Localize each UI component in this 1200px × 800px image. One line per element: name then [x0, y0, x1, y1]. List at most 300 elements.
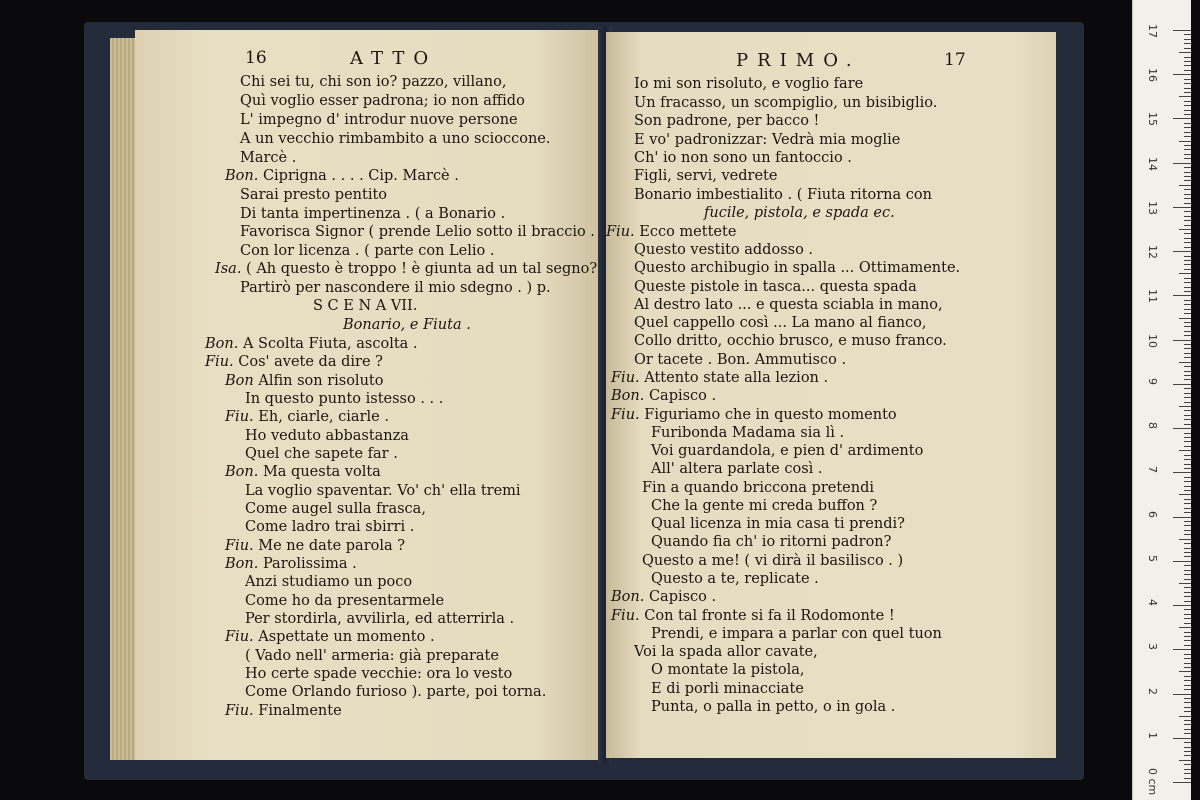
- text-line: [651, 570, 819, 588]
- ruler-tick: [1184, 711, 1191, 712]
- text-line: [245, 647, 499, 665]
- ruler-tick: [1184, 729, 1191, 730]
- text-line: [225, 537, 405, 555]
- ruler-tick: [1184, 486, 1191, 487]
- line-text: Con lor licenza . ( parte con Lelio .: [240, 243, 495, 259]
- speaker-label: Fiu.: [225, 409, 254, 425]
- text-line: [225, 463, 381, 481]
- text-line: [611, 387, 716, 405]
- ruler-tick: [1184, 521, 1191, 522]
- ruler-tick: [1184, 548, 1191, 549]
- line-text: Collo dritto, occhio brusco, e muso franco.: [634, 333, 947, 349]
- ruler-tick: [1184, 48, 1191, 49]
- ruler-tick: [1184, 198, 1191, 199]
- ruler-tick: [1184, 313, 1191, 314]
- speaker-label: Isa.: [215, 261, 242, 277]
- text-line: [651, 698, 895, 716]
- ruler-tick: [1184, 512, 1191, 513]
- ruler-tick: [1184, 123, 1191, 124]
- right-page: [606, 32, 1056, 758]
- line-text: Come Orlando furioso ). parte, poi torna.: [245, 684, 547, 700]
- ruler-tick: [1184, 304, 1191, 305]
- ruler-tick: [1184, 764, 1191, 765]
- ruler-tick: [1184, 238, 1191, 239]
- line-text: Sarai presto pentito: [240, 187, 388, 203]
- text-line: [205, 353, 383, 371]
- ruler-tick: [1184, 437, 1191, 438]
- ruler-tick: [1184, 773, 1191, 774]
- ruler-tick: [1184, 242, 1191, 243]
- ruler-tick: [1184, 287, 1191, 288]
- line-text: Come ho da presentarmele: [245, 593, 445, 609]
- line-text: Queste pistole in tasca... questa spada: [634, 279, 917, 295]
- ruler-tick: [1184, 158, 1191, 159]
- page-number: 17: [944, 50, 966, 70]
- line-text: Aspettate un momento .: [258, 629, 435, 645]
- ruler-tick: [1173, 517, 1191, 518]
- ruler-tick: [1184, 180, 1191, 181]
- line-text: Capisco .: [648, 388, 717, 404]
- speaker-label: Fiu.: [225, 703, 254, 719]
- text-line: [225, 555, 357, 573]
- ruler-tick: [1184, 353, 1191, 354]
- ruler-label: 3: [1146, 643, 1159, 651]
- ruler-tick: [1184, 755, 1191, 756]
- speaker-label: Bon.: [611, 589, 645, 605]
- ruler-tick: [1184, 455, 1191, 456]
- text-line: [313, 297, 417, 315]
- line-text: Son padrone, per bacco !: [634, 113, 820, 129]
- line-text: Eh, ciarle, ciarle .: [258, 409, 389, 425]
- ruler-label: 8: [1146, 422, 1159, 430]
- ruler-tick: [1184, 114, 1191, 115]
- ruler-tick: [1184, 592, 1191, 593]
- text-line: [245, 427, 409, 445]
- ruler-tick: [1184, 282, 1191, 283]
- speaker-label: Fiu.: [611, 608, 640, 624]
- text-line: [642, 479, 874, 497]
- ruler-tick: [1184, 640, 1191, 641]
- text-line: [634, 314, 927, 332]
- ruler-label: 7: [1146, 466, 1159, 474]
- ruler-tick: [1184, 751, 1191, 752]
- line-text: Quì voglio esser padrona; io non affido: [240, 93, 525, 109]
- text-line: [240, 73, 507, 91]
- ruler-tick: [1184, 596, 1191, 597]
- text-line: [634, 167, 777, 185]
- text-line: [245, 592, 444, 610]
- ruler-tick: [1184, 393, 1191, 394]
- line-text: Partirò per nascondere il mio sdegno . ) p.: [240, 280, 551, 296]
- ruler-tick: [1184, 587, 1191, 588]
- ruler-tick: [1184, 300, 1191, 301]
- line-text: Fin a quando briccona pretendi: [642, 480, 874, 496]
- ruler-tick: [1184, 194, 1191, 195]
- ruler-tick: [1179, 583, 1191, 584]
- ruler-tick: [1184, 233, 1191, 234]
- ruler-tick: [1184, 747, 1191, 748]
- ruler-tick: [1184, 415, 1191, 416]
- ruler-tick: [1184, 609, 1191, 610]
- ruler-tick: [1184, 685, 1191, 686]
- speaker-label: Fiu.: [225, 629, 254, 645]
- measuring-ruler: [1132, 0, 1191, 800]
- text-line: [651, 442, 923, 460]
- ruler-tick: [1184, 105, 1191, 106]
- ruler-tick: [1184, 574, 1191, 575]
- left-page-header: [135, 48, 605, 72]
- ruler-tick: [1184, 278, 1191, 279]
- ruler-tick: [1184, 110, 1191, 111]
- text-line: [240, 279, 551, 297]
- line-text: S C E N A VII.: [313, 298, 418, 314]
- ruler-tick: [1184, 256, 1191, 257]
- ruler-tick: [1184, 154, 1191, 155]
- line-text: Questo vestito addosso .: [634, 242, 814, 258]
- line-text: All' altera parlate così .: [651, 461, 823, 477]
- ruler-tick: [1184, 579, 1191, 580]
- ruler-tick: [1184, 702, 1191, 703]
- text-line: [240, 242, 494, 260]
- speaker-label: Bon.: [225, 556, 259, 572]
- ruler-tick: [1184, 468, 1191, 469]
- ruler-tick: [1184, 397, 1191, 398]
- ruler-tick: [1184, 441, 1191, 442]
- text-line: [651, 460, 823, 478]
- ruler-tick: [1184, 733, 1191, 734]
- ruler-tick: [1184, 601, 1191, 602]
- text-line: [240, 92, 525, 110]
- ruler-label: 13: [1146, 200, 1159, 215]
- ruler-tick: [1184, 570, 1191, 571]
- ruler-tick: [1184, 136, 1191, 137]
- ruler-tick: [1184, 167, 1191, 168]
- text-line: [240, 149, 296, 167]
- ruler-tick: [1179, 362, 1191, 363]
- line-text: Ciprigna . . . . Cip. Marcè .: [262, 168, 459, 184]
- ruler-label: 5: [1146, 554, 1159, 562]
- ruler-label: 11: [1146, 289, 1159, 304]
- ruler-tick: [1184, 419, 1191, 420]
- ruler-tick: [1184, 149, 1191, 150]
- ruler-tick: [1173, 207, 1191, 208]
- line-text: Prendi, e impara a parlar con quel tuon: [651, 626, 942, 642]
- ruler-tick: [1179, 52, 1191, 53]
- text-line: [205, 335, 418, 353]
- ruler-tick: [1173, 428, 1191, 429]
- ruler-tick: [1184, 481, 1191, 482]
- ruler-tick: [1184, 742, 1191, 743]
- line-text: Anzi studiamo un poco: [245, 574, 413, 590]
- text-line: [651, 424, 844, 442]
- line-text: Ch' io non sono un fantoccio .: [634, 150, 852, 166]
- line-text: ( Vado nell' armeria: già preparate: [245, 648, 499, 664]
- text-line: [634, 643, 818, 661]
- ruler-tick: [1184, 618, 1191, 619]
- text-line: [651, 680, 804, 698]
- text-line: [225, 702, 342, 720]
- text-line: [634, 259, 960, 277]
- left-page: [135, 30, 605, 760]
- ruler-tick: [1184, 247, 1191, 248]
- ruler-tick: [1179, 760, 1191, 761]
- ruler-tick: [1184, 525, 1191, 526]
- line-text: Questo archibugio in spalla ... Ottimamente.: [634, 260, 961, 276]
- speaker-label: Fiu.: [611, 407, 640, 423]
- ruler-tick: [1179, 627, 1191, 628]
- ruler-tick: [1184, 680, 1191, 681]
- text-line: [245, 573, 412, 591]
- line-text: Quel che sapete far .: [245, 446, 398, 462]
- text-line: [240, 205, 505, 223]
- ruler-tick: [1184, 335, 1191, 336]
- ruler-tick: [1184, 203, 1191, 204]
- ruler-tick: [1184, 658, 1191, 659]
- ruler-tick: [1179, 96, 1191, 97]
- line-text: Bonario, e Fiuta .: [343, 317, 471, 333]
- ruler-tick: [1184, 698, 1191, 699]
- line-text: Parolissima .: [262, 556, 357, 572]
- ruler-tick: [1184, 388, 1191, 389]
- ruler-tick: [1179, 671, 1191, 672]
- text-line: [634, 278, 917, 296]
- line-text: Marcè .: [240, 150, 297, 166]
- line-text: E di porli minacciate: [651, 681, 804, 697]
- ruler-label: 10: [1146, 333, 1159, 348]
- line-text: Di tanta impertinenza . ( a Bonario .: [240, 206, 506, 222]
- ruler-tick: [1184, 357, 1191, 358]
- ruler-tick: [1184, 552, 1191, 553]
- ruler-tick: [1184, 127, 1191, 128]
- line-text: Attento state alla lezion .: [644, 370, 829, 386]
- ruler-tick: [1184, 459, 1191, 460]
- ruler-tick: [1184, 92, 1191, 93]
- ruler-tick: [1184, 70, 1191, 71]
- ruler-tick: [1173, 30, 1191, 31]
- ruler-tick: [1184, 326, 1191, 327]
- line-text: L' impegno d' introdur nuove persone: [240, 112, 518, 128]
- ruler-tick: [1184, 39, 1191, 40]
- speaker-label: Fiu.: [225, 538, 254, 554]
- ruler-label: 2: [1146, 687, 1159, 695]
- ruler-tick: [1184, 632, 1191, 633]
- ruler-tick: [1173, 163, 1191, 164]
- text-line: [245, 665, 512, 683]
- line-text: Favorisca Signor ( prende Lelio sotto il braccio .: [240, 224, 595, 240]
- ruler-tick: [1184, 433, 1191, 434]
- text-line: [642, 552, 903, 570]
- text-line: [634, 94, 937, 112]
- ruler-tick: [1179, 141, 1191, 142]
- running-head: PRIMO.: [736, 50, 861, 71]
- ruler-tick: [1173, 74, 1191, 75]
- ruler-tick: [1179, 494, 1191, 495]
- line-text: Un fracasso, un scompiglio, un bisibiglio.: [634, 95, 938, 111]
- ruler-tick: [1179, 318, 1191, 319]
- ruler-tick: [1184, 366, 1191, 367]
- ruler-tick: [1173, 384, 1191, 385]
- ruler-label: 17: [1146, 24, 1159, 38]
- ruler-tick: [1179, 273, 1191, 274]
- right-page-header: [606, 50, 1056, 74]
- line-text: Questo a me! ( vi dirà il basilisco . ): [642, 553, 904, 569]
- text-line: [634, 149, 852, 167]
- ruler-tick: [1184, 402, 1191, 403]
- speaker-label: Fiu.: [606, 224, 635, 240]
- text-line: [634, 186, 932, 204]
- text-line: [215, 260, 597, 278]
- ruler-tick: [1184, 309, 1191, 310]
- text-line: [245, 482, 521, 500]
- text-line: [634, 296, 943, 314]
- ruler-tick: [1184, 724, 1191, 725]
- ruler-tick: [1184, 499, 1191, 500]
- text-line: [651, 497, 877, 515]
- ruler-tick: [1184, 101, 1191, 102]
- ruler-tick: [1184, 269, 1191, 270]
- line-text: Finalmente: [258, 703, 342, 719]
- speaker-label: Bon: [225, 373, 254, 389]
- text-line: [651, 515, 905, 533]
- text-line: [611, 406, 897, 424]
- text-line: [225, 628, 435, 646]
- ruler-tick: [1173, 605, 1191, 606]
- line-text: Cos' avete da dire ?: [238, 354, 383, 370]
- text-line: [240, 186, 387, 204]
- ruler-tick: [1173, 561, 1191, 562]
- ruler-tick: [1184, 61, 1191, 62]
- ruler-tick: [1184, 636, 1191, 637]
- running-head: ATTO: [350, 48, 438, 69]
- page-number: 16: [245, 48, 267, 68]
- text-line: [245, 610, 514, 628]
- ruler-tick: [1179, 185, 1191, 186]
- ruler-tick: [1184, 176, 1191, 177]
- ruler-tick: [1184, 565, 1191, 566]
- ruler-tick: [1184, 490, 1191, 491]
- ruler-tick: [1173, 738, 1191, 739]
- ruler-tick: [1184, 211, 1191, 212]
- text-line: [245, 518, 414, 536]
- ruler-tick: [1184, 291, 1191, 292]
- line-text: Furibonda Madama sia lì .: [651, 425, 845, 441]
- text-line: [634, 351, 846, 369]
- ruler-tick: [1184, 379, 1191, 380]
- line-text: Ma questa volta: [262, 464, 381, 480]
- ruler-tick: [1184, 720, 1191, 721]
- ruler-tick: [1184, 375, 1191, 376]
- line-text: Io mi son risoluto, e voglio fare: [634, 76, 864, 92]
- ruler-tick: [1184, 543, 1191, 544]
- ruler-tick: [1173, 340, 1191, 341]
- text-line: [634, 75, 863, 93]
- text-line: [634, 112, 819, 130]
- line-text: Quando fia ch' io ritorni padron?: [651, 534, 892, 550]
- ruler-tick: [1184, 189, 1191, 190]
- ruler-tick: [1184, 623, 1191, 624]
- line-text: Bonario imbestialito . ( Fiuta ritorna con: [634, 187, 932, 203]
- ruler-tick: [1184, 676, 1191, 677]
- ruler-tick: [1184, 663, 1191, 664]
- line-text: Questo a te, replicate .: [651, 571, 819, 587]
- ruler-tick: [1184, 322, 1191, 323]
- text-line: [240, 130, 550, 148]
- ruler-tick: [1179, 450, 1191, 451]
- ruler-tick: [1184, 424, 1191, 425]
- text-line: [634, 241, 813, 259]
- ruler-tick: [1184, 556, 1191, 557]
- line-text: Ho certe spade vecchie: ora lo vesto: [245, 666, 513, 682]
- ruler-tick: [1184, 132, 1191, 133]
- line-text: Al destro lato ... e questa sciabla in mano,: [634, 297, 943, 313]
- speaker-label: Bon.: [205, 336, 239, 352]
- line-text: Ho veduto abbastanza: [245, 428, 409, 444]
- speaker-label: Bon.: [225, 464, 259, 480]
- ruler-tick: [1184, 667, 1191, 668]
- line-text: Figuriamo che in questo momento: [644, 407, 897, 423]
- text-line: [704, 204, 895, 222]
- speaker-label: Bon.: [611, 388, 645, 404]
- ruler-tick: [1184, 225, 1191, 226]
- text-line: [611, 607, 895, 625]
- ruler-tick: [1173, 251, 1191, 252]
- speaker-label: Bon.: [225, 168, 259, 184]
- ruler-tick: [1184, 88, 1191, 89]
- ruler-label: 14: [1146, 156, 1159, 171]
- line-text: Alfin son risoluto: [258, 373, 384, 389]
- ruler-tick: [1184, 410, 1191, 411]
- line-text: Me ne date parola ?: [258, 538, 406, 554]
- ruler-tick: [1179, 539, 1191, 540]
- line-text: A Scolta Fiuta, ascolta .: [242, 336, 418, 352]
- ruler-label: 4: [1146, 599, 1159, 607]
- ruler-tick: [1184, 614, 1191, 615]
- speaker-label: Fiu.: [205, 354, 234, 370]
- ruler-tick: [1184, 216, 1191, 217]
- speaker-label: Fiu.: [611, 370, 640, 386]
- line-text: Quel cappello così ... La mano al fianco,: [634, 315, 927, 331]
- text-line: [225, 408, 389, 426]
- ruler-tick: [1184, 348, 1191, 349]
- text-line: [245, 390, 443, 408]
- ruler-tick: [1184, 34, 1191, 35]
- line-text: Chi sei tu, chi son io? pazzo, villano,: [240, 74, 507, 90]
- line-text: A un vecchio rimbambito a uno scioccone.: [240, 131, 551, 147]
- ruler-tick: [1184, 43, 1191, 44]
- line-text: Come augel sulla frasca,: [245, 501, 426, 517]
- ruler-tick: [1184, 446, 1191, 447]
- text-line: [634, 332, 947, 350]
- line-text: O montate la pistola,: [651, 662, 805, 678]
- line-text: Con tal fronte si fa il Rodomonte !: [644, 608, 895, 624]
- ruler-tick: [1184, 534, 1191, 535]
- line-text: Qual licenza in mia casa ti prendi?: [651, 516, 905, 532]
- ruler-tick: [1173, 782, 1191, 783]
- line-text: Punta, o palla in petto, o in gola .: [651, 699, 896, 715]
- text-line: [651, 625, 942, 643]
- ruler-tick: [1184, 57, 1191, 58]
- ruler-tick: [1184, 508, 1191, 509]
- line-text: Voi guardandola, e pien d' ardimento: [651, 443, 924, 459]
- ruler-tick: [1179, 406, 1191, 407]
- ruler-label: 0 cm: [1146, 768, 1159, 796]
- text-line: [240, 111, 518, 129]
- ruler-label: 6: [1146, 510, 1159, 518]
- text-line: [611, 369, 828, 387]
- ruler-tick: [1184, 344, 1191, 345]
- line-text: Capisco .: [648, 589, 717, 605]
- text-line: [606, 223, 736, 241]
